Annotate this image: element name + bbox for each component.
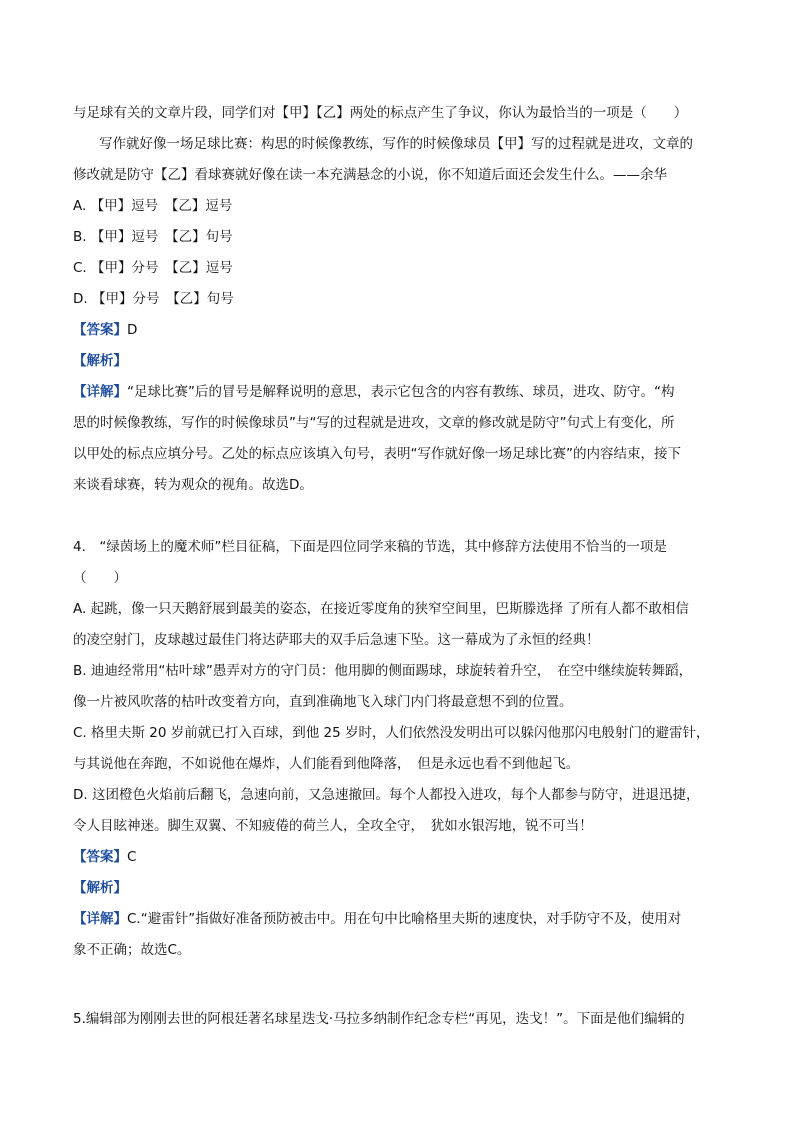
detail-text: “足球比赛”后的冒号是解释说明的意思，表示它包含的内容有教练、球员，进攻、防守。“构 xyxy=(127,384,675,400)
q3-option-d: D. 【甲】分号 【乙】句号 xyxy=(73,291,234,307)
analysis-tag: 【解析】 xyxy=(73,880,127,896)
q4-option-a-line-2: 的凌空射门，皮球越过最佳门将达萨耶夫的双手后急速下坠。这一幕成为了永恒的经典！ xyxy=(73,632,600,648)
q4-option-a-line-1: A. 起跳，像一只天鹅舒展到最美的姿态，在接近零度角的狭窄空间里，巴斯滕选择 了所有人都不敢相信 xyxy=(73,601,689,617)
q3-detail-line-4: 来谈看球赛，转为观众的视角。故选D。 xyxy=(73,477,313,493)
analysis-tag: 【解析】 xyxy=(73,353,127,369)
q4-option-b-line-1: B. 迪迪经常用“枯叶球”愚弄对方的守门员：他用脚的侧面踢球，球旋转着升空， 在空中继续旋转舞蹈， xyxy=(73,663,693,679)
q3-passage-line-2: 修改就是防守【乙】看球赛就好像在读一本充满悬念的小说，你不知道后面还会发生什么。——余华 xyxy=(73,167,667,183)
detail-text: C.“避雷针”指做好准备预防被击中。用在句中比喻格里夫斯的速度快，对手防守不及，使用对 xyxy=(127,911,682,927)
q3-detail-line-1 xyxy=(73,377,729,408)
q4-option-d-line-2: 令人目眩神迷。脚生双翼、不知疲倦的荷兰人，全攻全守， 犹如水银泻地，锐不可当！ xyxy=(73,818,593,834)
q4-option-b-line-2: 像一片被风吹落的枯叶改变着方向，直到准确地飞入球门内门将最意想不到的位置。 xyxy=(73,694,573,710)
q4-option-c-line-2: 与其说他在奔跑，不如说他在爆炸，人们能看到他降落， 但是永远也看不到他起飞。 xyxy=(73,756,580,772)
q4-answer xyxy=(73,842,729,873)
answer-tag: 【答案】 xyxy=(73,322,127,338)
q3-detail-line-3: 以甲处的标点应填分号。乙处的标点应该填入句号，表明“写作就好像一场足球比赛”的内容结束，接下 xyxy=(73,446,681,462)
q4-analysis xyxy=(73,873,729,904)
detail-tag: 【详解】 xyxy=(73,384,127,400)
q3-stem: 与足球有关的文章片段，同学们对【甲】【乙】两处的标点产生了争议，你认为最恰当的一项是（ ） xyxy=(73,105,688,121)
answer-value: D xyxy=(127,322,138,338)
q4-option-d-line-1: D. 这团橙色火焰前后翻飞，急速向前，又急速撤回。每个人都投入进攻，每个人都参与防守，进退迅捷， xyxy=(73,787,700,803)
q3-option-a: A. 【甲】逗号 【乙】逗号 xyxy=(73,198,233,214)
q4-detail-line-2: 象不正确；故选C。 xyxy=(73,942,191,958)
q4-detail-line-1 xyxy=(73,904,729,935)
q3-answer xyxy=(73,315,729,346)
q5-stem-line-1: 5.编辑部为刚刚去世的阿根廷著名球星迭戈·马拉多纳制作纪念专栏“再见，迭戈！”。下面是他们编辑的 xyxy=(73,1011,685,1027)
q3-option-b: B. 【甲】逗号 【乙】句号 xyxy=(73,229,233,245)
answer-tag: 【答案】 xyxy=(73,849,127,865)
detail-tag: 【详解】 xyxy=(73,911,127,927)
q3-detail-line-2: 思的时候像教练，写作的时候像球员”与“写的过程就是进攻，文章的修改就是防守”句式上有变化，所 xyxy=(73,415,675,431)
q4-stem-line-1: 4. “绿茵场上的魔术师”栏目征稿，下面是四位同学来稿的节选，其中修辞方法使用不恰当的一项是 xyxy=(73,539,667,555)
q4-stem-line-2: （ ） xyxy=(73,570,127,586)
q3-option-c: C. 【甲】分号 【乙】逗号 xyxy=(73,260,233,276)
q3-passage-line-1: 写作就好像一场足球比赛：构思的时候像教练，写作的时候像球员【甲】写的过程就是进攻，文章的 xyxy=(99,136,693,152)
answer-value: C xyxy=(127,849,137,865)
q4-option-c-line-1: C. 格里夫斯 20 岁前就已打入百球，到他 25 岁时，人们依然没发明出可以躲闪他那闪电般射门的避雷针， xyxy=(73,725,710,741)
q3-analysis xyxy=(73,346,729,377)
